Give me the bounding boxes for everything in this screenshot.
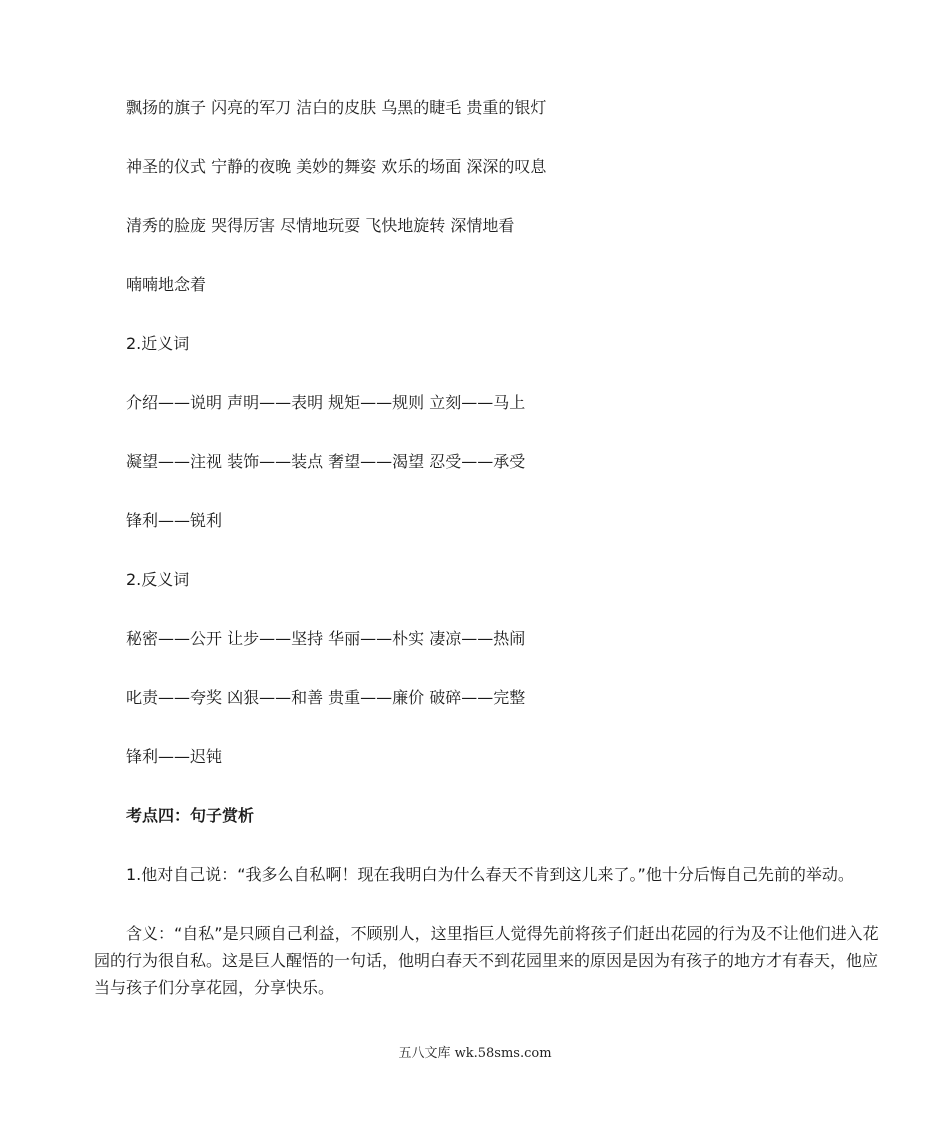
page-footer: 五八文库 wk.58sms.com: [398, 1046, 552, 1061]
antonyms-heading: 2.反义词: [126, 570, 190, 589]
synonyms-line-1: 介绍——说明 声明——表明 规矩——规则 立刻——马上: [126, 393, 526, 412]
meaning-paragraph: [94, 920, 884, 1001]
phrase-line-1: 飘扬的旗子 闪亮的军刀 洁白的皮肤 乌黑的睫毛 贵重的银灯: [126, 98, 547, 117]
synonyms-line-2: 凝望——注视 装饰——装点 奢望——渴望 忍受——承受: [126, 452, 526, 471]
synonyms-line-3: 锋利——锐利: [126, 511, 223, 530]
phrase-line-3: 清秀的脸庞 哭得厉害 尽情地玩耍 飞快地旋转 深情地看: [126, 216, 515, 235]
section-heading: 考点四：句子赏析: [126, 806, 255, 825]
phrase-line-2: 神圣的仪式 宁静的夜晚 美妙的舞姿 欢乐的场面 深深的叹息: [126, 157, 547, 176]
antonyms-line-1: 秘密——公开 让步——坚持 华丽——朴实 凄凉——热闹: [126, 629, 526, 648]
synonyms-heading: 2.近义词: [126, 334, 190, 353]
sentence-1: 1.他对自己说：“我多么自私啊！现在我明白为什么春天不肯到这儿来了。”他十分后悔自己先前的举动。: [126, 865, 854, 884]
antonyms-line-2: 叱责——夸奖 凶狠——和善 贵重——廉价 破碎——完整: [126, 688, 526, 707]
antonyms-line-3: 锋利——迟钝: [126, 747, 223, 766]
meaning-text: 含义：“自私”是只顾自己利益，不顾别人，这里指巨人觉得先前将孩子们赶出花园的行为及不让他们进入花园的行为很自私。这是巨人醒悟的一句话，他明白春天不到花园里来的原因是因为有孩子的地方才有春天，他应当与孩子们分享花园，分享快乐。: [94, 924, 879, 997]
phrase-line-4: 喃喃地念着: [126, 275, 207, 294]
